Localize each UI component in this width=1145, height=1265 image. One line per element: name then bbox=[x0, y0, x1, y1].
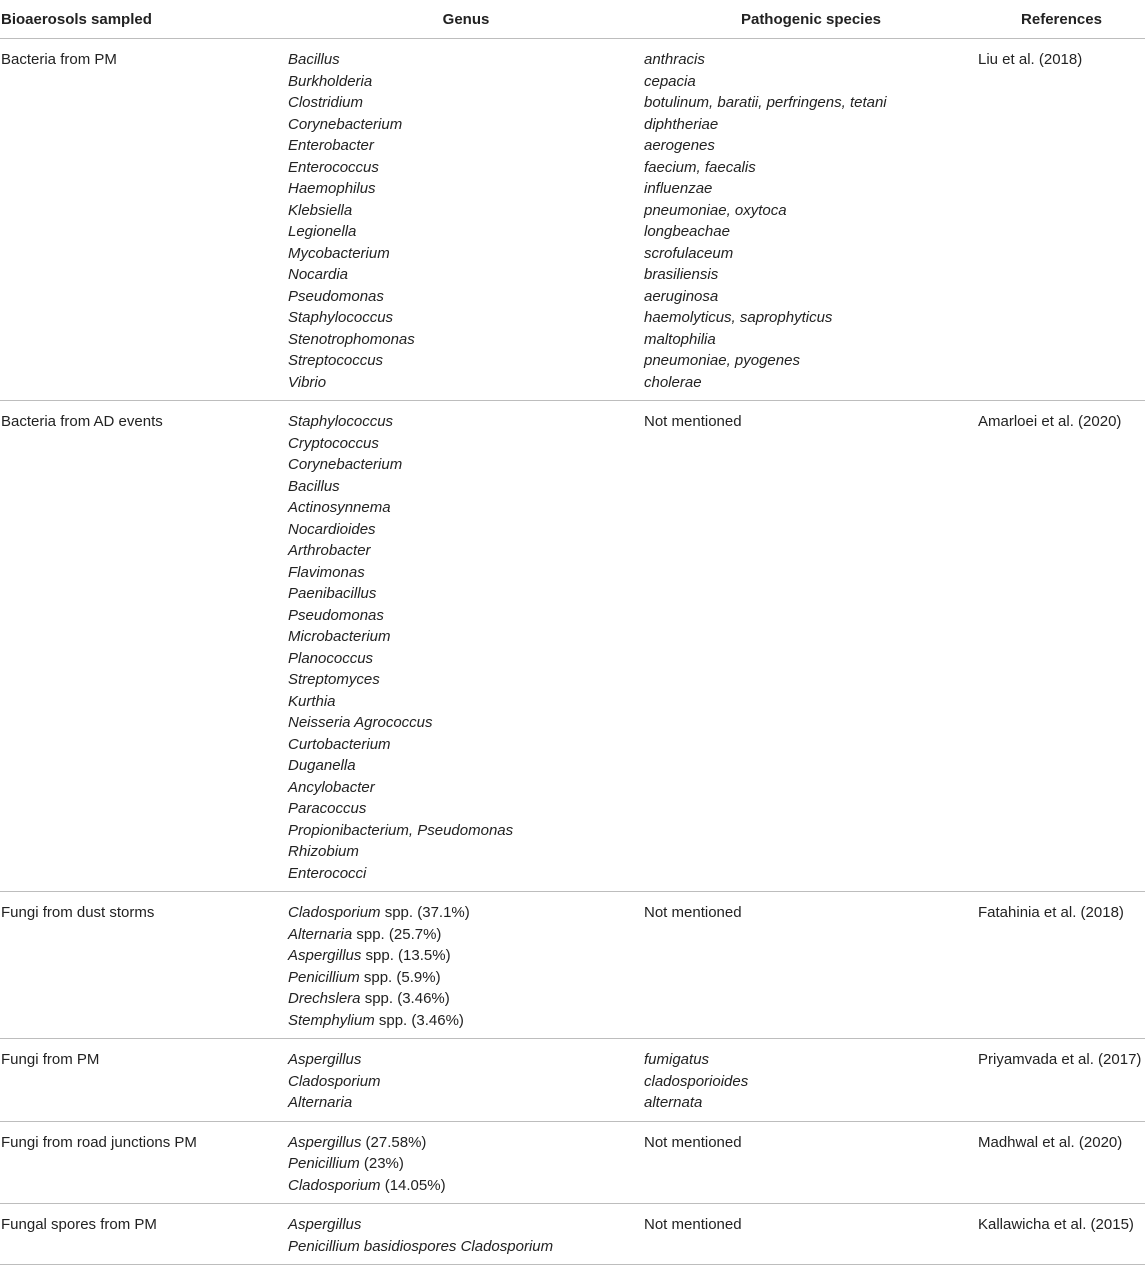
genus-line bbox=[288, 519, 644, 541]
genus-line bbox=[288, 221, 644, 243]
table-row bbox=[0, 1121, 1145, 1204]
genus-line bbox=[288, 798, 644, 820]
genus-cell bbox=[288, 1121, 644, 1204]
genus-line bbox=[288, 691, 644, 713]
table-header-row bbox=[0, 0, 1145, 39]
genus-line bbox=[288, 1236, 644, 1258]
genus-line bbox=[288, 350, 644, 372]
reference-cell: Liu et al. (2018) bbox=[978, 39, 1145, 401]
species-line: Not mentioned bbox=[644, 413, 742, 430]
genus-line bbox=[288, 967, 644, 989]
genus-name: Planococcus bbox=[288, 649, 374, 667]
genus-suffix: spp. (13.5%) bbox=[361, 947, 451, 964]
genus-name: Cladosporium bbox=[288, 904, 381, 921]
species-line: brasiliensis bbox=[644, 266, 719, 283]
genus-suffix: spp. (3.46%) bbox=[374, 1011, 464, 1029]
table-row bbox=[0, 892, 1145, 1039]
genus-suffix: spp. (37.1%) bbox=[380, 904, 470, 921]
genus-line bbox=[288, 863, 644, 885]
genus-name: Drechslera bbox=[288, 990, 361, 1007]
genus-line bbox=[288, 540, 644, 562]
genus-cell bbox=[288, 39, 644, 401]
genus-line bbox=[288, 411, 644, 433]
species-line: maltophilia bbox=[644, 330, 716, 348]
species-line: scrofulaceum bbox=[644, 244, 734, 262]
genus-name: Burkholderia bbox=[288, 72, 373, 90]
genus-line bbox=[288, 669, 644, 691]
table-row bbox=[0, 39, 1145, 401]
species-line: aeruginosa bbox=[644, 287, 719, 305]
genus-line bbox=[288, 329, 644, 351]
genus-name: Bacillus bbox=[288, 51, 340, 68]
genus-name: Cryptococcus bbox=[288, 434, 379, 452]
genus-suffix: (14.05%) bbox=[380, 1176, 446, 1194]
genus-name: Penicillium basidiospores Cladosporium bbox=[288, 1237, 554, 1255]
genus-line bbox=[288, 712, 644, 734]
genus-line bbox=[288, 605, 644, 627]
bioaerosols-sampled-cell: Fungal spores from PM bbox=[0, 1204, 288, 1265]
genus-name: Alternaria bbox=[288, 1094, 353, 1111]
genus-name: Stemphylium bbox=[288, 1011, 375, 1029]
reference-cell: Fatahinia et al. (2018) bbox=[978, 892, 1145, 1039]
species-line: cladosporioides bbox=[644, 1072, 749, 1090]
species-line: diphtheriae bbox=[644, 115, 719, 133]
genus-name: Rhizobium bbox=[288, 843, 359, 860]
species-line: Not mentioned bbox=[644, 1133, 742, 1151]
bioaerosols-sampled-cell: Fungi from road junctions PM bbox=[0, 1121, 288, 1204]
header-pathogenic-species: Pathogenic species bbox=[644, 0, 978, 39]
species-line: influenzae bbox=[644, 180, 713, 197]
genus-line bbox=[288, 1010, 644, 1032]
genus-line bbox=[288, 307, 644, 329]
genus-name: Nocardia bbox=[288, 266, 349, 283]
pathogenic-species-cell bbox=[644, 39, 978, 401]
genus-line bbox=[288, 945, 644, 967]
reference-cell: Amarloei et al. (2020) bbox=[978, 401, 1145, 892]
genus-name: Enterococcus bbox=[288, 158, 379, 176]
genus-line bbox=[288, 648, 644, 670]
header-genus: Genus bbox=[288, 0, 644, 39]
species-line: cholerae bbox=[644, 373, 702, 391]
genus-name: Cladosporium bbox=[288, 1072, 381, 1090]
genus-name: Cladosporium bbox=[288, 1176, 381, 1194]
species-line: Not mentioned bbox=[644, 1216, 742, 1233]
genus-name: Stenotrophomonas bbox=[288, 330, 415, 348]
genus-cell bbox=[288, 892, 644, 1039]
pathogenic-species-cell bbox=[644, 401, 978, 892]
genus-line bbox=[288, 286, 644, 308]
genus-line bbox=[288, 924, 644, 946]
genus-line bbox=[288, 988, 644, 1010]
genus-line bbox=[288, 497, 644, 519]
genus-line bbox=[288, 755, 644, 777]
header-references: References bbox=[978, 0, 1145, 39]
genus-line bbox=[288, 372, 644, 394]
reference-cell: Madhwal et al. (2020) bbox=[978, 1121, 1145, 1204]
genus-line bbox=[288, 264, 644, 286]
genus-name: Legionella bbox=[288, 223, 357, 240]
genus-suffix: spp. (5.9%) bbox=[359, 968, 441, 986]
genus-line bbox=[288, 49, 644, 71]
table-row bbox=[0, 1039, 1145, 1122]
pathogenic-species-cell bbox=[644, 1204, 978, 1265]
genus-name: Bacillus bbox=[288, 477, 340, 495]
genus-suffix: spp. (3.46%) bbox=[360, 990, 450, 1007]
genus-line bbox=[288, 135, 644, 157]
genus-name: Duganella bbox=[288, 757, 356, 774]
species-line: alternata bbox=[644, 1094, 703, 1111]
genus-line bbox=[288, 1049, 644, 1071]
genus-name: Enterobacter bbox=[288, 137, 374, 154]
genus-suffix: spp. (25.7%) bbox=[352, 925, 442, 943]
genus-name: Aspergillus bbox=[288, 947, 362, 964]
pathogenic-species-cell bbox=[644, 1121, 978, 1204]
genus-line bbox=[288, 178, 644, 200]
genus-name: Aspergillus bbox=[288, 1051, 362, 1068]
species-line: pneumoniae, pyogenes bbox=[644, 352, 800, 369]
species-line: botulinum, baratii, perfringens, tetani bbox=[644, 94, 887, 111]
bioaerosols-sampled-cell: Fungi from PM bbox=[0, 1039, 288, 1122]
genus-name: Staphylococcus bbox=[288, 413, 394, 430]
species-line: longbeachae bbox=[644, 223, 730, 240]
genus-line bbox=[288, 243, 644, 265]
genus-name: Enterococci bbox=[288, 864, 367, 882]
genus-line bbox=[288, 583, 644, 605]
genus-name: Haemophilus bbox=[288, 180, 376, 197]
genus-line bbox=[288, 1153, 644, 1175]
reference-cell: Kallawicha et al. (2015) bbox=[978, 1204, 1145, 1265]
genus-name: Nocardioides bbox=[288, 520, 376, 538]
genus-suffix: (27.58%) bbox=[361, 1133, 427, 1151]
species-line: faecium, faecalis bbox=[644, 158, 756, 176]
species-line: aerogenes bbox=[644, 137, 715, 154]
genus-name: Penicillium bbox=[288, 968, 360, 986]
genus-name: Vibrio bbox=[288, 373, 327, 391]
pathogenic-species-cell bbox=[644, 1039, 978, 1122]
genus-line bbox=[288, 734, 644, 756]
genus-name: Microbacterium bbox=[288, 628, 391, 645]
genus-cell bbox=[288, 401, 644, 892]
genus-name: Corynebacterium bbox=[288, 456, 403, 473]
genus-line bbox=[288, 841, 644, 863]
bioaerosols-sampled-cell: Bacteria from AD events bbox=[0, 401, 288, 892]
genus-line bbox=[288, 820, 644, 842]
species-line: haemolyticus, saprophyticus bbox=[644, 309, 833, 326]
genus-name: Pseudomonas bbox=[288, 287, 384, 305]
genus-line bbox=[288, 92, 644, 114]
genus-name: Klebsiella bbox=[288, 201, 353, 219]
genus-name: Curtobacterium bbox=[288, 735, 391, 753]
table-row bbox=[0, 1204, 1145, 1265]
genus-line bbox=[288, 1132, 644, 1154]
genus-name: Streptomyces bbox=[288, 671, 380, 688]
reference-cell: Priyamvada et al. (2017) bbox=[978, 1039, 1145, 1122]
genus-name: Pseudomonas bbox=[288, 606, 384, 624]
species-line: anthracis bbox=[644, 51, 705, 68]
genus-name: Paenibacillus bbox=[288, 585, 377, 602]
species-line: pneumoniae, oxytoca bbox=[644, 201, 787, 219]
genus-cell bbox=[288, 1039, 644, 1122]
genus-line bbox=[288, 476, 644, 498]
genus-name: Neisseria Agrococcus bbox=[288, 714, 433, 731]
header-bioaerosols-sampled: Bioaerosols sampled bbox=[0, 0, 288, 39]
genus-name: Streptococcus bbox=[288, 352, 384, 369]
bioaerosols-sampled-cell: Fungi from dust storms bbox=[0, 892, 288, 1039]
genus-name: Mycobacterium bbox=[288, 244, 390, 262]
genus-name: Corynebacterium bbox=[288, 115, 403, 133]
species-line: cepacia bbox=[644, 72, 696, 90]
genus-name: Ancylobacter bbox=[288, 778, 375, 796]
genus-line bbox=[288, 902, 644, 924]
genus-name: Clostridium bbox=[288, 94, 364, 111]
genus-name: Flavimonas bbox=[288, 563, 365, 581]
pathogenic-species-cell bbox=[644, 892, 978, 1039]
genus-line bbox=[288, 1175, 644, 1197]
genus-cell bbox=[288, 1204, 644, 1265]
genus-line bbox=[288, 433, 644, 455]
genus-line bbox=[288, 1071, 644, 1093]
genus-suffix: (23%) bbox=[359, 1155, 404, 1172]
genus-name: Kurthia bbox=[288, 692, 336, 710]
genus-name: Alternaria bbox=[288, 925, 353, 943]
genus-name: Staphylococcus bbox=[288, 309, 394, 326]
bioaerosols-sampled-cell: Bacteria from PM bbox=[0, 39, 288, 401]
genus-line bbox=[288, 777, 644, 799]
genus-line bbox=[288, 114, 644, 136]
genus-line bbox=[288, 1092, 644, 1114]
genus-name: Arthrobacter bbox=[288, 542, 371, 559]
genus-name: Aspergillus bbox=[288, 1133, 362, 1151]
genus-name: Actinosynnema bbox=[288, 499, 391, 516]
genus-line bbox=[288, 454, 644, 476]
genus-line bbox=[288, 200, 644, 222]
genus-line bbox=[288, 1214, 644, 1236]
table-row bbox=[0, 401, 1145, 892]
genus-name: Aspergillus bbox=[288, 1216, 362, 1233]
genus-name: Paracoccus bbox=[288, 800, 367, 817]
species-line: Not mentioned bbox=[644, 904, 742, 921]
genus-line bbox=[288, 626, 644, 648]
genus-line bbox=[288, 71, 644, 93]
genus-line bbox=[288, 562, 644, 584]
species-line: fumigatus bbox=[644, 1051, 710, 1068]
genus-name: Penicillium bbox=[288, 1155, 360, 1172]
genus-name: Propionibacterium, Pseudomonas bbox=[288, 821, 514, 839]
genus-line bbox=[288, 157, 644, 179]
